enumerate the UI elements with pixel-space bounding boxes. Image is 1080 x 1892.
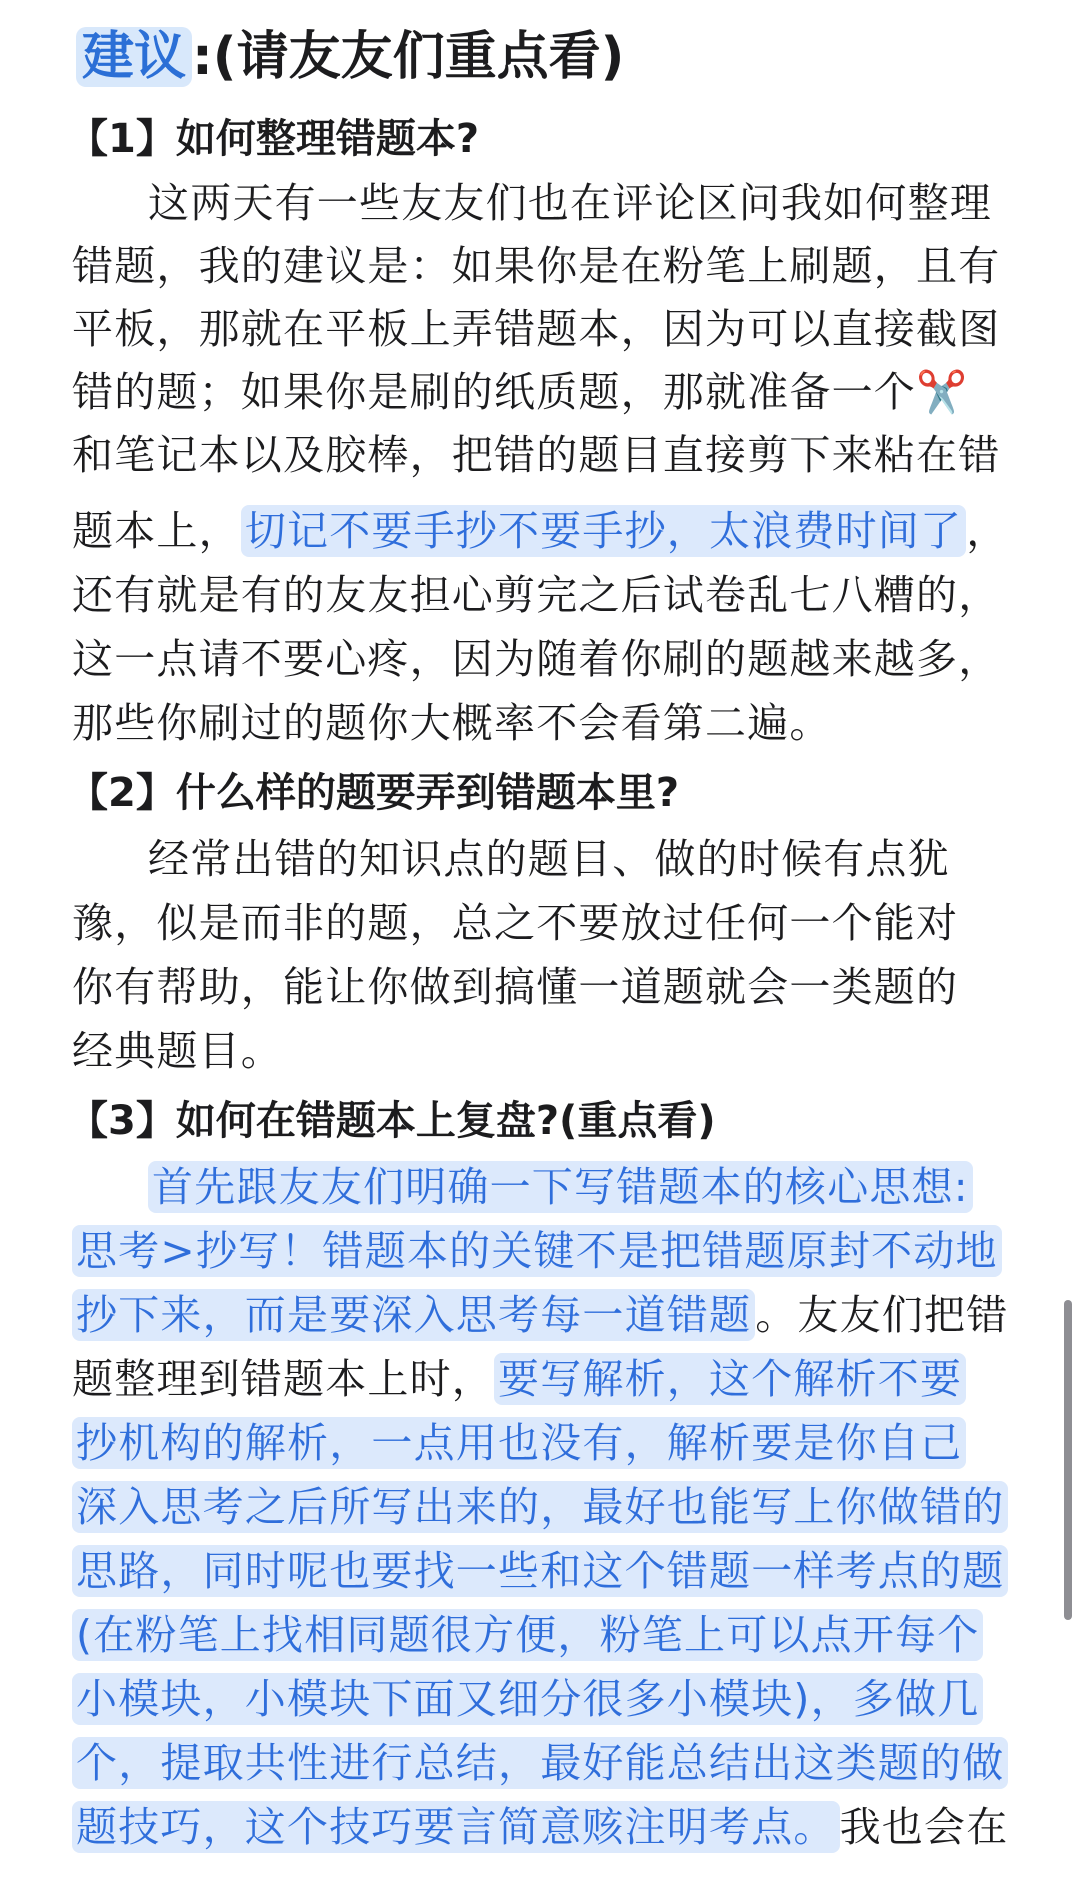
s1-line-6 [72, 500, 1008, 562]
section-1-heading: 【1】如何整理错题本? [68, 116, 480, 162]
s3-line-9-highlight: 小模块，小模块下面又细分很多小模块)，多做几 [72, 1673, 983, 1725]
s3-line-10-highlight: 个，提取共性进行总结，最好能总结出这类题的做 [72, 1737, 1008, 1789]
s3-line-9 [72, 1668, 983, 1730]
s3-line-5 [72, 1412, 966, 1474]
s3-line-7-highlight: 思路，同时呢也要找一些和这个错题一样考点的题 [72, 1545, 1008, 1597]
s1-line-5: 和笔记本以及胶棒，把错的题目直接剪下来粘在错 [72, 431, 1001, 479]
s3-line-8 [72, 1604, 983, 1666]
s2-line-3: 你有帮助，能让你做到搞懂一道题就会一类题的 [72, 963, 959, 1011]
s3-line-10 [72, 1732, 1008, 1794]
s1-line-4: 错的题；如果你是刷的纸质题，那就准备一个✂️ [72, 368, 969, 416]
s3-line-5-highlight: 抄机构的解析，一点用也没有，解析要是你自己 [72, 1417, 966, 1469]
s2-line-1: 经常出错的知识点的题目、做的时候有点犹 [148, 835, 950, 883]
s3-line-8-highlight: (在粉笔上找相同题很方便，粉笔上可以点开每个 [72, 1609, 983, 1661]
s3-line-11 [72, 1796, 1008, 1858]
s1-line-3: 平板，那就在平板上弄错题本，因为可以直接截图 [72, 305, 1001, 353]
s1-line-6-post: ， [966, 507, 1009, 555]
title-highlight: 建议 [76, 27, 192, 87]
s1-line-9: 那些你刷过的题你大概率不会看第二遍。 [72, 699, 832, 747]
s3-line-7 [72, 1540, 1008, 1602]
s3-line-11-post: 我也会在 [839, 1803, 1009, 1851]
section-2-heading: 【2】什么样的题要弄到错题本里? [68, 770, 680, 816]
section-3-heading: 【3】如何在错题本上复盘?(重点看) [68, 1098, 716, 1144]
s3-line-1 [148, 1156, 973, 1218]
page-title [76, 18, 624, 96]
s3-line-3-post: 。友友们把错 [755, 1291, 1009, 1339]
s1-line-7: 还有就是有的友友担心剪完之后试卷乱七八糟的， [72, 571, 1001, 619]
s2-line-2: 豫，似是而非的题，总之不要放过任何一个能对 [72, 899, 959, 947]
s1-line-8: 这一点请不要心疼，因为随着你刷的题越来越多， [72, 635, 1001, 683]
s3-line-4-pre: 题整理到错题本上时， [72, 1355, 494, 1403]
s1-line-2: 错题，我的建议是：如果你是在粉笔上刷题，且有 [72, 242, 1001, 290]
s3-line-4 [72, 1348, 966, 1410]
s3-line-6 [72, 1476, 1008, 1538]
s1-line-6-highlight: 切记不要手抄不要手抄，太浪费时间了 [241, 505, 966, 557]
s3-line-6-highlight: 深入思考之后所写出来的，最好也能写上你做错的 [72, 1481, 1008, 1533]
s3-line-2-highlight: 思考>抄写！错题本的关键不是把错题原封不动地 [72, 1225, 1002, 1277]
s3-line-3 [72, 1284, 1008, 1346]
s3-line-11-highlight: 题技巧，这个技巧要言简意赅注明考点。 [72, 1801, 840, 1853]
s3-line-4-highlight: 要写解析，这个解析不要 [494, 1353, 966, 1405]
s3-line-2 [72, 1220, 1002, 1282]
s1-line-1: 这两天有一些友友们也在评论区问我如何整理 [148, 179, 992, 227]
s1-line-6-pre: 题本上， [72, 507, 241, 555]
title-rest: :(请友友们重点看) [192, 27, 625, 87]
s3-line-1-highlight: 首先跟友友们明确一下写错题本的核心思想: [148, 1161, 973, 1213]
s2-line-4: 经典题目。 [72, 1027, 283, 1075]
s3-line-3-highlight: 抄下来，而是要深入思考每一道错题 [72, 1289, 755, 1341]
scrollbar[interactable] [1064, 1300, 1072, 1620]
